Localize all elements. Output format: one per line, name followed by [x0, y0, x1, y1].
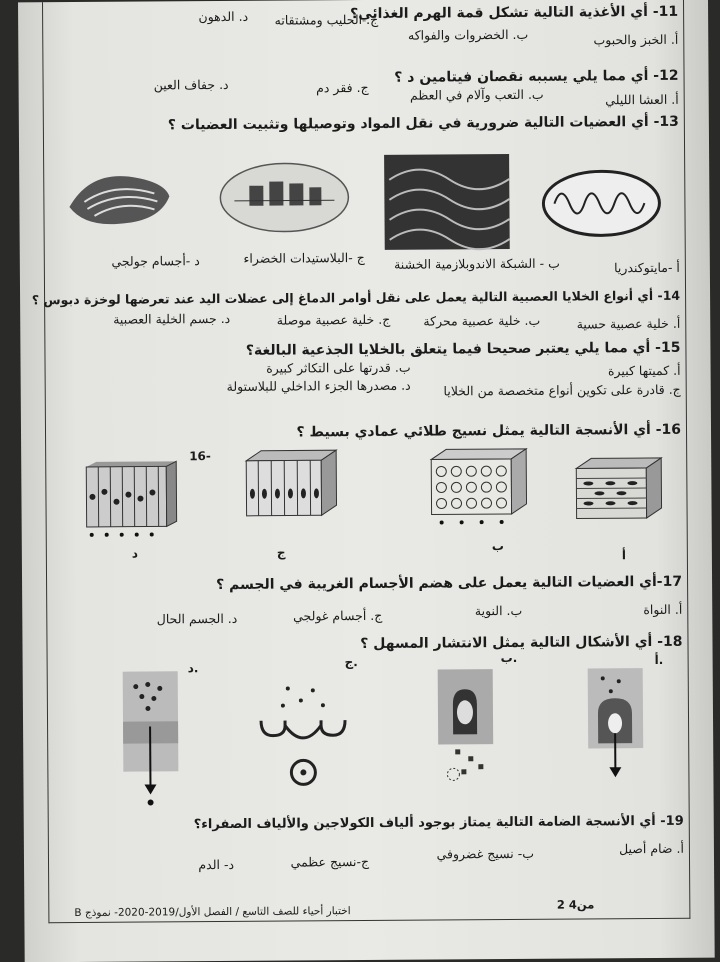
q14-option-b[interactable]: ب. خلية عصبية محركة	[423, 313, 540, 329]
q17-option-c[interactable]: ج. أجسام غولجي	[293, 608, 382, 624]
question-11: 11- أي الأغذية التالية تشكل قمة الهرم الغذائي؟	[350, 4, 678, 22]
q15-option-a[interactable]: أ. كميتها كبيرة	[608, 363, 681, 379]
q14-option-d[interactable]: د. جسم الخلية العصبية	[113, 311, 230, 327]
q19-option-a[interactable]: أ. ضام أصيل	[619, 841, 684, 856]
q11-option-d[interactable]: د. الدهون	[198, 9, 248, 24]
q16-label-c: ج	[277, 546, 286, 560]
q19-option-c[interactable]: ج-نسيج عظمي	[291, 854, 369, 870]
q15-option-b[interactable]: ب. قدرتها على التكاثر كبيرة	[266, 360, 410, 376]
q17-option-d[interactable]: د. الجسم الحال	[157, 611, 238, 627]
q15-option-d[interactable]: د. مصدرها الجزء الداخلي للبلاستولة	[227, 378, 411, 394]
q12-option-c[interactable]: ج. فقر دم	[316, 80, 369, 95]
q16-label-b: ب	[492, 539, 504, 553]
q11-option-c[interactable]: ج. الحليب ومشتقاته	[275, 12, 379, 28]
q18-label-d: د.	[188, 661, 199, 675]
question-16: 16- أي الأنسجة التالية يمثل نسيج طلائي عمادي بسيط ؟	[296, 422, 681, 441]
q12-option-a[interactable]: أ. العشا الليلي	[605, 92, 679, 108]
page-number: 2 من4	[557, 897, 595, 911]
question-14: 14- أي أنواع الخلايا العصبية التالية يعمل على نقل أوامر الدماغ إلى عضلات اليد عند تعرضها لوخزة دبوس ؟	[32, 288, 680, 308]
q14-option-a[interactable]: أ. خلية عصبية حسية	[577, 316, 681, 332]
q11-option-b[interactable]: ب. الخضروات والفواكه	[408, 27, 528, 43]
q17-option-a[interactable]: أ. النواة	[643, 602, 682, 617]
question-12: 12- أي مما يلي يسببه نقصان فيتامين د ؟	[394, 68, 678, 86]
q16-label-a: أ	[622, 548, 626, 562]
q13-option-b[interactable]: ب - الشبكة الاندوبلازمية الخشنة	[394, 256, 560, 272]
q13-option-d[interactable]: د -أجسام جولجي	[111, 253, 200, 269]
diffusion-figure-c	[253, 680, 354, 791]
q19-option-d[interactable]: د- الدم	[198, 857, 234, 872]
q15-option-c[interactable]: ج. قادرة على تكوين أنواع متخصصة من الخلايا	[443, 382, 680, 399]
q13-option-c[interactable]: ج -البلاستيدات الخضراء	[243, 250, 364, 266]
tissue-figure-c	[236, 445, 347, 531]
chloroplast-figure	[214, 155, 355, 241]
diffusion-figure-d	[118, 666, 189, 811]
q18-label-c: ج.	[345, 655, 358, 669]
question-19: 19- أي الأنسجة الضامة التالية يمتاز بوجود ألياف الكولاجين والألياف الصفراء؟	[194, 814, 684, 832]
q13-option-a[interactable]: أ -مايتوكندريا	[614, 260, 680, 275]
q16-label-d: د	[132, 547, 138, 561]
q14-option-c[interactable]: ج. خلية عصبية موصلة	[277, 312, 391, 328]
q17-option-b[interactable]: ب. النوية	[475, 603, 523, 618]
tissue-figure-b	[421, 444, 537, 530]
exam-page	[18, 0, 715, 962]
q12-option-d[interactable]: د. جفاف العين	[154, 77, 229, 93]
q12-option-b[interactable]: ب. التعب وآلام في العظم	[410, 87, 544, 103]
q11-option-a[interactable]: أ. الخبز والحبوب	[593, 32, 678, 48]
diffusion-figure-a	[583, 663, 654, 788]
q18-label-b: ب.	[501, 651, 518, 665]
golgi-figure	[59, 161, 180, 237]
q16-number-label: 16-	[189, 449, 211, 463]
diffusion-figure-b	[433, 664, 504, 789]
q19-option-b[interactable]: ب- نسيج غضروفي	[437, 846, 535, 862]
question-15: 15- أي مما يلي يعتبر صحيحا فيما يتعلق بالخلايا الجذعية البالغة؟	[246, 340, 681, 359]
mitochondria-figure	[539, 163, 665, 244]
question-17: 17-أي العضيات التالية يعمل على هضم الأجسام الغريبة في الجسم ؟	[216, 574, 682, 593]
question-13: 13- أي العضيات التالية ضرورية في نقل المواد وتوصيلها وتثبيت العضيات ؟	[168, 114, 679, 134]
tissue-figure-d	[76, 456, 187, 542]
footer-exam-title: اختبار أحياء للصف التاسع / الفصل الأول/2019-2020- نموذج B	[74, 905, 350, 919]
tissue-figure-a	[566, 453, 672, 534]
rough-er-figure	[379, 149, 515, 255]
question-18: 18- أي الأشكال التالية يمثل الانتشار المسهل ؟	[360, 634, 682, 652]
q18-label-a: أ.	[655, 653, 664, 667]
